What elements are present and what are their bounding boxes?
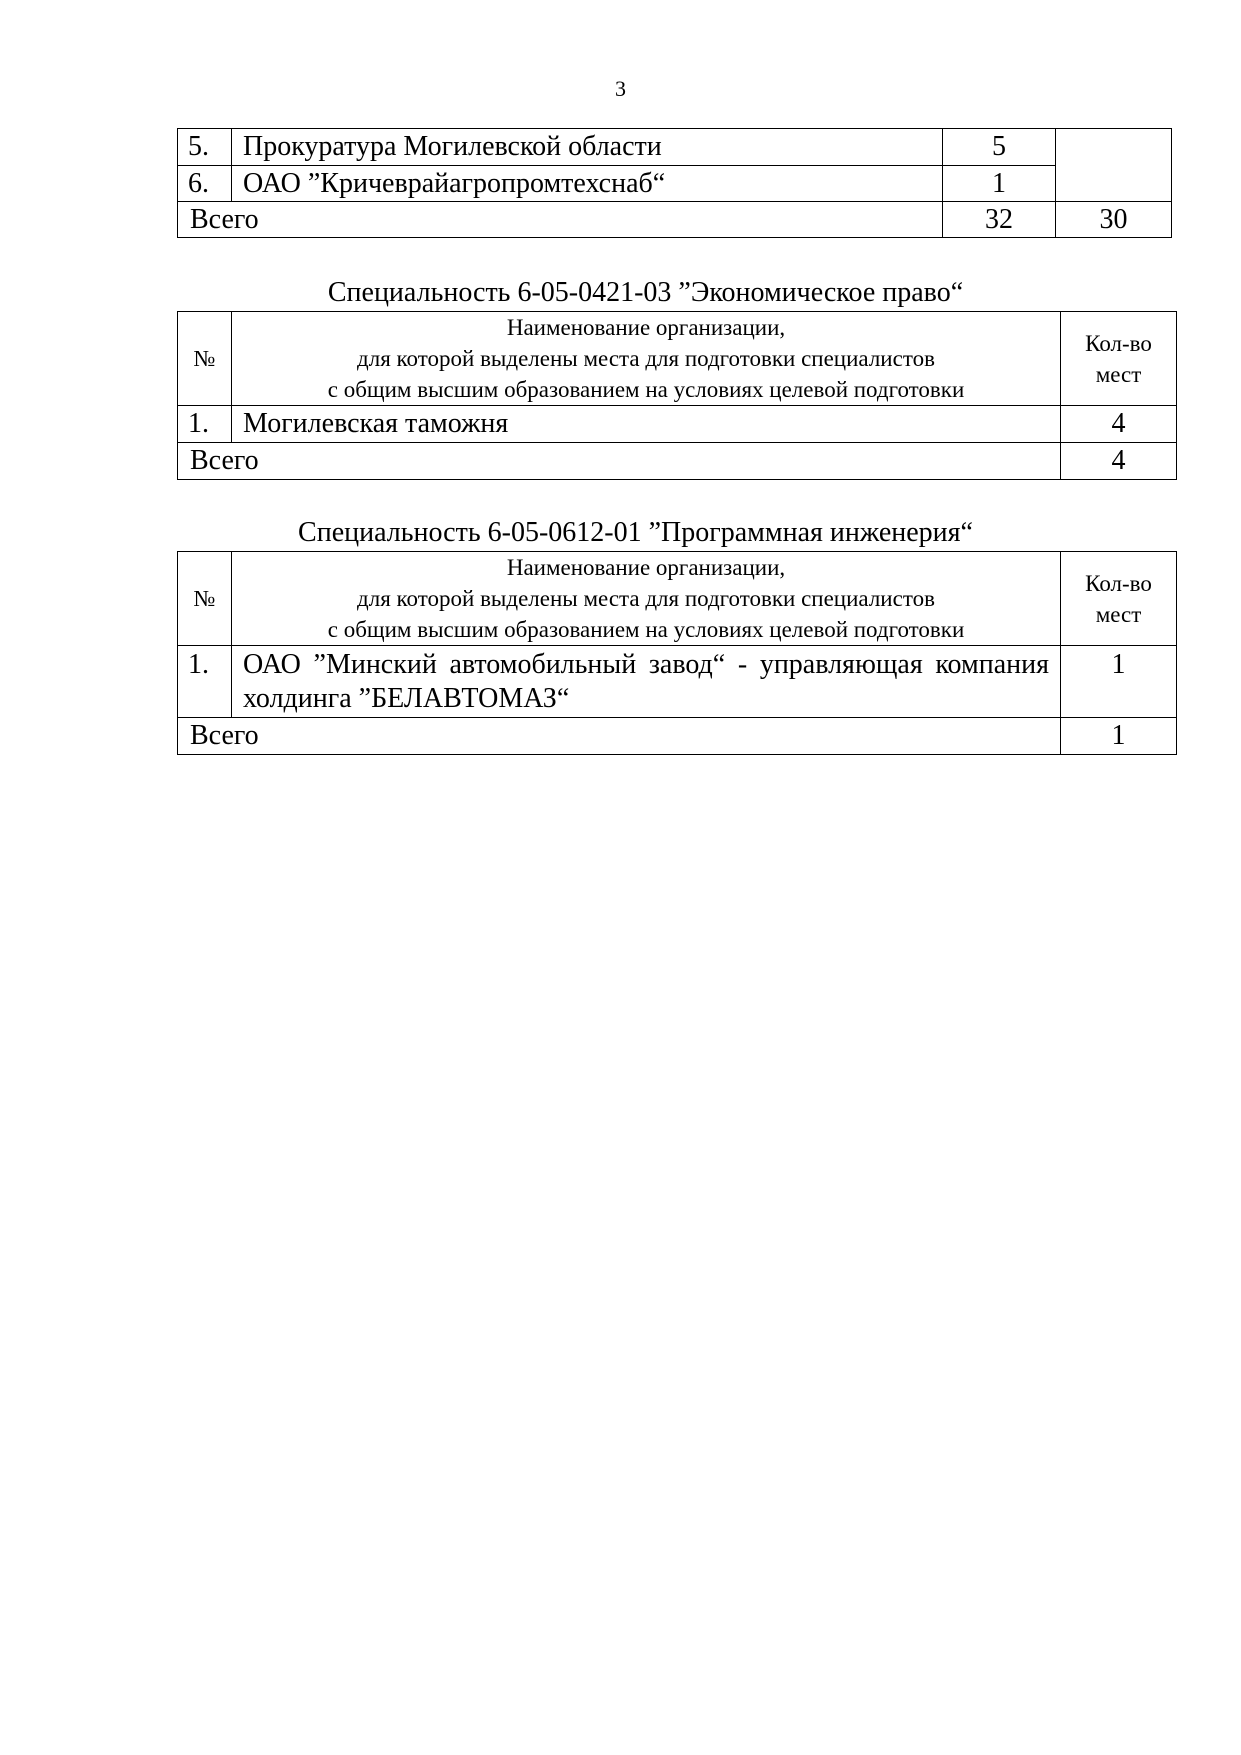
- header-number: №: [178, 312, 232, 406]
- header-line: Кол-во: [1085, 330, 1152, 356]
- page-number: 3: [615, 76, 626, 101]
- total-row: [178, 718, 1177, 755]
- total-count: 32: [943, 202, 1056, 238]
- organization-name: ОАО ”Минский автомобильный завод“ - управляющая компания холдинга ”БЕЛАВТОМАЗ“: [232, 646, 1061, 718]
- seat-count: 1: [943, 166, 1056, 202]
- organization-name: Могилевская таможня: [232, 406, 1061, 443]
- organization-name: Прокуратура Могилевской области: [232, 129, 943, 166]
- merged-empty-cell: [1056, 129, 1172, 202]
- total-row: [178, 443, 1177, 480]
- row-number: 1.: [178, 406, 232, 443]
- table-row: [178, 166, 1172, 202]
- header-line: для которой выделены места для подготовки специалистов: [357, 346, 935, 371]
- header-line: мест: [1095, 361, 1142, 387]
- header-count: [1061, 312, 1177, 406]
- specialty-title-software-engineering: Специальность 6-05-0612-01 ”Программная инженерия“: [298, 517, 973, 548]
- row-number: 5.: [178, 129, 232, 166]
- header-line: Кол-во: [1085, 570, 1152, 596]
- row-number: 6.: [178, 166, 232, 202]
- table-header-row: [178, 552, 1177, 646]
- table-continuation: [177, 128, 1172, 238]
- row-number: 1.: [178, 646, 232, 718]
- total-count-2: 30: [1056, 202, 1172, 238]
- header-count: [1061, 552, 1177, 646]
- seat-count: 5: [943, 129, 1056, 166]
- header-organization: [232, 552, 1061, 646]
- table-row: [178, 129, 1172, 166]
- table-economic-law: [177, 311, 1177, 480]
- total-row: [178, 202, 1172, 238]
- table-software-engineering: [177, 551, 1177, 755]
- specialty-title-economic-law: Специальность 6-05-0421-03 ”Экономическое право“: [327, 277, 964, 308]
- header-number: №: [178, 552, 232, 646]
- seat-count: 1: [1061, 646, 1177, 718]
- table-header-row: [178, 312, 1177, 406]
- table-row: [178, 406, 1177, 443]
- total-count: 1: [1061, 718, 1177, 755]
- header-organization: [232, 312, 1061, 406]
- seat-count: 4: [1061, 406, 1177, 443]
- header-line: с общим высшим образованием на условиях целевой подготовки: [327, 617, 965, 642]
- header-line: Наименование организации,: [506, 555, 786, 580]
- total-label: Всего: [178, 202, 943, 238]
- table-row: [178, 646, 1177, 718]
- header-line: для которой выделены места для подготовки специалистов: [357, 586, 935, 611]
- total-label: Всего: [178, 443, 1061, 480]
- header-line: мест: [1095, 601, 1142, 627]
- header-line: Наименование организации,: [506, 315, 786, 340]
- organization-name: ОАО ”Кричеврайагропромтехснаб“: [232, 166, 943, 202]
- total-label: Всего: [178, 718, 1061, 755]
- total-count: 4: [1061, 443, 1177, 480]
- header-line: с общим высшим образованием на условиях целевой подготовки: [327, 377, 965, 402]
